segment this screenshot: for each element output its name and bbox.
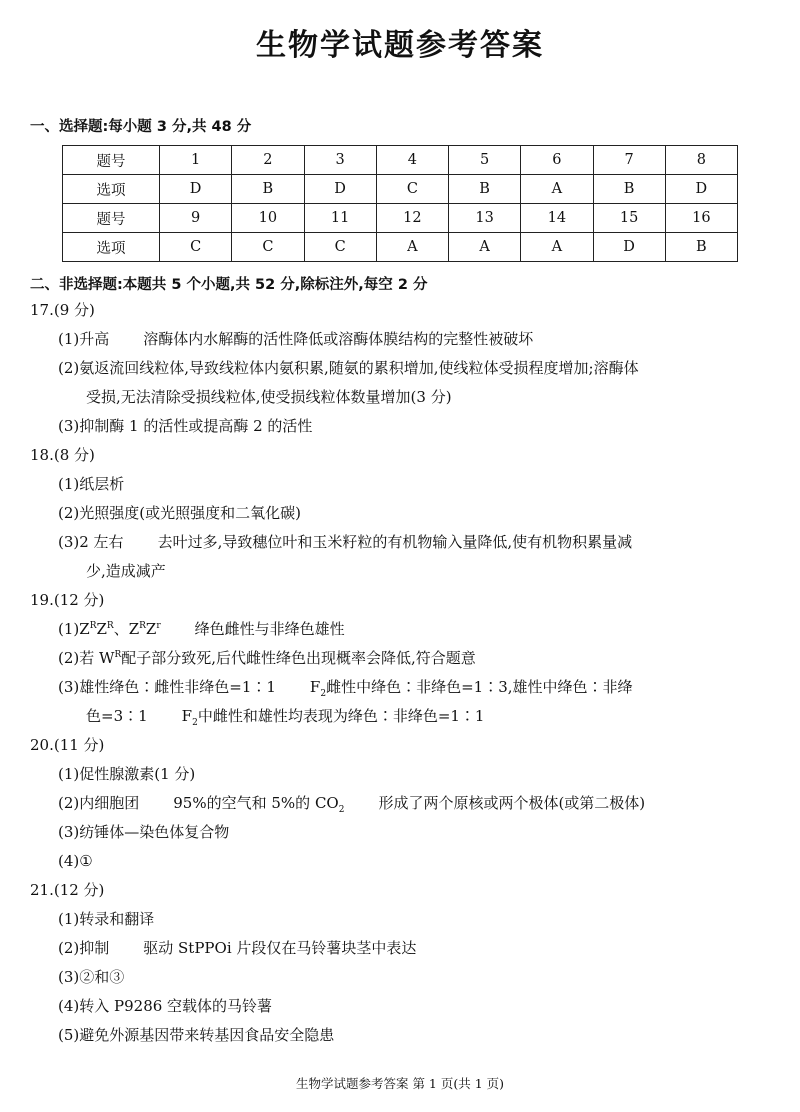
table-row-label: 选项 [63, 175, 160, 204]
table-cell: 15 [593, 204, 665, 233]
q21-answer-5 [30, 1021, 780, 1050]
q19-a2-number: (2) [58, 649, 80, 667]
table-row [63, 175, 738, 204]
table-cell: 2 [232, 146, 304, 175]
table-cell: 16 [665, 204, 737, 233]
table-row-label: 选项 [63, 233, 160, 262]
table-cell: A [521, 233, 593, 262]
table-cell: D [665, 175, 737, 204]
table-cell: C [376, 175, 448, 204]
q21-a1-text: 转录和翻译 [79, 910, 155, 928]
q19-a3-number: (3) [58, 678, 80, 696]
q18-answer-2 [30, 499, 780, 528]
allele-R: R [106, 621, 114, 631]
q21-answer-3 [30, 963, 780, 992]
q21-a1-number: (1) [58, 910, 80, 928]
q21-a3-number: (3) [58, 968, 80, 986]
q20-a4-number: (4) [58, 852, 80, 870]
table-cell: D [593, 233, 665, 262]
table-row [63, 204, 738, 233]
table-cell: 11 [304, 204, 376, 233]
q18-a1-text: 纸层析 [79, 475, 125, 493]
table-cell: B [593, 175, 665, 204]
q19-a2-pre: 若 W [79, 649, 115, 667]
q21-a4-text: 转入 P9286 空载体的马铃薯 [79, 997, 273, 1015]
table-cell: C [160, 233, 232, 262]
section1-heading: 一、选择题:每小题 3 分,共 48 分 [30, 119, 252, 135]
q17-a1-part1: 升高 [79, 330, 110, 348]
table-cell: A [521, 175, 593, 204]
question-19-header: 19.(12 分) [30, 591, 105, 609]
q19-answer-1 [30, 615, 780, 644]
table-row [63, 146, 738, 175]
q17-a2-line1: 氨返流回线粒体,导致线粒体内氨积累,随氨的累积增加,使线粒体受损程度增加;溶酶体 [79, 359, 639, 377]
f2-label: F [181, 707, 193, 725]
allele-R: R [114, 650, 122, 660]
question-18-header: 18.(8 分) [30, 446, 95, 464]
q21-answer-2 [30, 934, 780, 963]
table-cell: B [449, 175, 521, 204]
genotype-z: Z [96, 620, 107, 638]
q21-answer-4 [30, 992, 780, 1021]
table-cell: 5 [449, 146, 521, 175]
page-title: 生物学试题参考答案 [256, 28, 544, 63]
table-cell: 12 [376, 204, 448, 233]
q19-a3-part1: 雄性绛色∶雌性非绛色=1∶1 [79, 678, 276, 696]
table-cell: 7 [593, 146, 665, 175]
q20-answer-3 [30, 818, 780, 847]
table-cell: A [449, 233, 521, 262]
table-cell: 8 [665, 146, 737, 175]
q17-a3-number: (3) [58, 417, 80, 435]
q18-a2-text: 光照强度(或光照强度和二氧化碳) [79, 504, 301, 522]
q20-a1-text: 促性腺激素(1 分) [79, 765, 196, 783]
allele-R: R [89, 621, 97, 631]
q21-a2-number: (2) [58, 939, 80, 957]
q19-a3-part2: 雌性中绛色∶非绛色=1∶3,雄性中绛色∶非绛 [326, 678, 633, 696]
q17-answer-3 [30, 412, 780, 441]
genotype-z: Z [145, 620, 157, 638]
table-cell: C [232, 233, 304, 262]
q21-a2-part2: 驱动 StPPOi 片段仅在马铃薯块茎中表达 [143, 939, 417, 957]
q18-a2-number: (2) [58, 504, 80, 522]
table-row-label: 题号 [63, 204, 160, 233]
separator: 、 [113, 620, 129, 638]
table-cell: B [232, 175, 304, 204]
table-cell: 9 [160, 204, 232, 233]
q19-a3-l2-part1: 色=3∶1 [86, 707, 148, 725]
table-cell: D [160, 175, 232, 204]
allele-R: R [139, 621, 146, 631]
q19-answer-3-continued [30, 702, 780, 731]
table-cell: 4 [376, 146, 448, 175]
table-cell: 1 [160, 146, 232, 175]
table-cell: C [304, 233, 376, 262]
f2-subscript: 2 [320, 689, 327, 699]
q21-a4-number: (4) [58, 997, 80, 1015]
q20-a3-number: (3) [58, 823, 80, 841]
q19-a2-post: 配子部分致死,后代雌性绛色出现概率会降低,符合题意 [121, 649, 476, 667]
q20-answer-1 [30, 760, 780, 789]
q20-a1-number: (1) [58, 765, 80, 783]
q17-answer-2-continued: 受损,无法清除受损线粒体,使受损线粒体数量增加(3 分) [86, 388, 452, 406]
q17-a1-part2: 溶酶体内水解酶的活性降低或溶酶体膜结构的完整性被破坏 [143, 330, 534, 348]
q18-a3-number: (3) [58, 533, 80, 551]
q20-a2-number: (2) [58, 794, 80, 812]
table-cell: 13 [449, 204, 521, 233]
table-cell: A [376, 233, 448, 262]
q18-a1-number: (1) [58, 475, 80, 493]
q20-answer-2 [30, 789, 780, 818]
f2-subscript: 2 [192, 718, 198, 728]
q17-a1-number: (1) [58, 330, 80, 348]
q21-a5-number: (5) [58, 1026, 80, 1044]
page-footer: 生物学试题参考答案 第 1 页(共 1 页) [295, 1076, 505, 1091]
q17-a3-text: 抑制酶 1 的活性或提高酶 2 的活性 [79, 417, 313, 435]
q21-answer-1 [30, 905, 780, 934]
q17-a2-number: (2) [58, 359, 80, 377]
q18-a3-part2: 去叶过多,导致穗位叶和玉米籽粒的有机物输入量降低,使有机物积累量减 [157, 533, 633, 551]
table-cell: 6 [521, 146, 593, 175]
co2-subscript: 2 [338, 805, 345, 815]
question-21-header: 21.(12 分) [30, 881, 105, 899]
q20-a4-text: ① [79, 852, 93, 870]
question-17-header: 17.(9 分) [30, 301, 95, 319]
table-row [63, 233, 738, 262]
q19-a1-part2: 绛色雌性与非绛色雄性 [194, 620, 345, 638]
q20-a3-text: 纺锤体—染色体复合物 [79, 823, 230, 841]
q19-answer-3 [30, 673, 780, 702]
q19-a3-l2-part2: 中雌性和雄性均表现为绛色∶非绛色=1∶1 [197, 707, 485, 725]
q20-answer-4 [30, 847, 780, 876]
q17-answer-1 [30, 325, 780, 354]
table-cell: D [304, 175, 376, 204]
q21-a3-text: ②和③ [79, 968, 125, 986]
table-cell: 14 [521, 204, 593, 233]
q20-a2-part2: 95%的空气和 5%的 CO [173, 794, 339, 812]
table-cell: 10 [232, 204, 304, 233]
section2-heading: 二、非选择题:本题共 5 个小题,共 52 分,除标注外,每空 2 分 [30, 277, 428, 293]
q17-answer-2 [30, 354, 780, 383]
q20-a2-part1: 内细胞团 [79, 794, 140, 812]
q18-answer-3-continued: 少,造成减产 [86, 562, 166, 580]
table-row-label: 题号 [63, 146, 160, 175]
f2-label: F [309, 678, 321, 696]
q18-answer-3 [30, 528, 780, 557]
q18-answer-1 [30, 470, 780, 499]
q18-a3-part1: 2 左右 [79, 533, 124, 551]
q19-answer-2 [30, 644, 780, 673]
q19-a1-number: (1) [58, 620, 80, 638]
table-cell: 3 [304, 146, 376, 175]
allele-r: r [156, 621, 161, 631]
answers-block [30, 296, 780, 1050]
q21-a5-text: 避免外源基因带来转基因食品安全隐患 [79, 1026, 335, 1044]
choice-answer-table [62, 145, 738, 262]
genotype-z: Z [79, 620, 90, 638]
question-20-header: 20.(11 分) [30, 736, 105, 754]
table-cell: B [665, 233, 737, 262]
q20-a2-part3: 形成了两个原核或两个极体(或第二极体) [378, 794, 646, 812]
genotype-z: Z [128, 620, 140, 638]
q21-a2-part1: 抑制 [79, 939, 110, 957]
